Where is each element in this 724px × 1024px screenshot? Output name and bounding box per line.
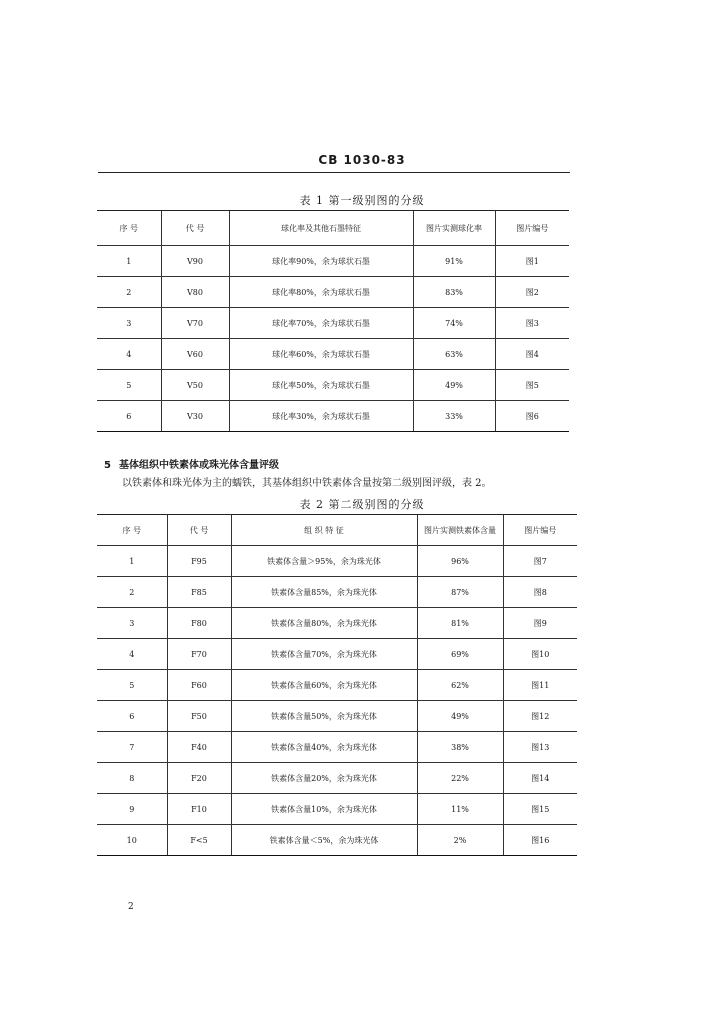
table1-header-row — [97, 211, 569, 246]
table-cell: 9 — [97, 794, 167, 825]
table-cell: V90 — [161, 246, 229, 277]
table-row — [97, 308, 569, 339]
table-row — [97, 246, 569, 277]
table-cell: 图13 — [503, 732, 577, 763]
table1-col-header: 图片实测球化率 — [413, 211, 495, 246]
table-cell: 球化率50%，余为球状石墨 — [229, 370, 413, 401]
table1-col-header: 球化率及其他石墨特征 — [229, 211, 413, 246]
table-cell: 铁素体含量60%，余为珠光体 — [231, 670, 417, 701]
table-row — [97, 701, 577, 732]
table-cell: V80 — [161, 277, 229, 308]
table-cell: F50 — [167, 701, 231, 732]
table-cell: F95 — [167, 546, 231, 577]
table-cell: 22% — [417, 763, 503, 794]
table-cell: 球化率30%，余为球状石墨 — [229, 401, 413, 432]
table2 — [97, 514, 577, 856]
table-cell: 铁素体含量20%，余为珠光体 — [231, 763, 417, 794]
table-cell: F85 — [167, 577, 231, 608]
table-cell: F40 — [167, 732, 231, 763]
table-cell: 铁素体含量85%，余为珠光体 — [231, 577, 417, 608]
table-cell: 10 — [97, 825, 167, 856]
table-cell: 铁素体含量＜5%，余为珠光体 — [231, 825, 417, 856]
table-cell: 49% — [413, 370, 495, 401]
table-cell: 33% — [413, 401, 495, 432]
table-cell: 38% — [417, 732, 503, 763]
table-cell: 图5 — [495, 370, 569, 401]
table-row — [97, 339, 569, 370]
table-cell: 球化率60%，余为球状石墨 — [229, 339, 413, 370]
section-heading — [104, 456, 279, 471]
section-title: 基体组织中铁素体或珠光体含量评级 — [118, 460, 279, 471]
table-cell: 图3 — [495, 308, 569, 339]
table-cell: 铁素体含量70%，余为珠光体 — [231, 639, 417, 670]
table-cell: 3 — [97, 308, 161, 339]
table-row — [97, 763, 577, 794]
table-cell: F60 — [167, 670, 231, 701]
table-cell: 62% — [417, 670, 503, 701]
table-cell: 6 — [97, 401, 161, 432]
table-cell: 图1 — [495, 246, 569, 277]
table-cell: 图4 — [495, 339, 569, 370]
table-cell: F10 — [167, 794, 231, 825]
table-row — [97, 577, 577, 608]
table-cell: V60 — [161, 339, 229, 370]
table-cell: 83% — [413, 277, 495, 308]
table-cell: 91% — [413, 246, 495, 277]
table-cell: V50 — [161, 370, 229, 401]
table-row — [97, 670, 577, 701]
table-row — [97, 639, 577, 670]
table2-col-header: 序 号 — [97, 515, 167, 546]
page-number: 2 — [128, 902, 134, 912]
table-cell: 49% — [417, 701, 503, 732]
table-cell: 图8 — [503, 577, 577, 608]
table-cell: V70 — [161, 308, 229, 339]
table-cell: 87% — [417, 577, 503, 608]
table-cell: 图2 — [495, 277, 569, 308]
table-cell: 球化率80%，余为球状石墨 — [229, 277, 413, 308]
table-cell: 3 — [97, 608, 167, 639]
table-cell: 铁素体含量40%，余为珠光体 — [231, 732, 417, 763]
table-cell: V30 — [161, 401, 229, 432]
table-cell: 2 — [97, 277, 161, 308]
header-rule — [98, 172, 570, 173]
table-cell: 1 — [97, 246, 161, 277]
table-row — [97, 401, 569, 432]
table-cell: 铁素体含量50%，余为珠光体 — [231, 701, 417, 732]
table1-col-header: 代 号 — [161, 211, 229, 246]
table-cell: 图14 — [503, 763, 577, 794]
table-row — [97, 794, 577, 825]
table-cell: 图9 — [503, 608, 577, 639]
table-cell: 74% — [413, 308, 495, 339]
table1-col-header: 序 号 — [97, 211, 161, 246]
table-cell: 96% — [417, 546, 503, 577]
table-cell: 1 — [97, 546, 167, 577]
table-cell: 铁素体含量80%，余为珠光体 — [231, 608, 417, 639]
table-row — [97, 546, 577, 577]
table-cell: 11% — [417, 794, 503, 825]
table-cell: F70 — [167, 639, 231, 670]
table-cell: 6 — [97, 701, 167, 732]
section-paragraph: 以铁素体和珠光体为主的蠕铁，其基体组织中铁素体含量按第二级别图评级，表 2。 — [122, 478, 492, 489]
table-cell: F20 — [167, 763, 231, 794]
table2-header-row — [97, 515, 577, 546]
table-row — [97, 608, 577, 639]
table-cell: 图6 — [495, 401, 569, 432]
section-number: 5 — [104, 460, 111, 471]
table-cell: 图10 — [503, 639, 577, 670]
table-cell: 球化率90%，余为球状石墨 — [229, 246, 413, 277]
table-cell: 7 — [97, 732, 167, 763]
table-cell: F80 — [167, 608, 231, 639]
table-cell: 69% — [417, 639, 503, 670]
table-cell: 8 — [97, 763, 167, 794]
table-cell: 4 — [97, 339, 161, 370]
table2-col-header: 图片实测铁素体含量 — [417, 515, 503, 546]
table-cell: 铁素体含量＞95%，余为珠光体 — [231, 546, 417, 577]
table1-caption: 表 1 第一级别图的分级 — [299, 194, 425, 207]
table1-col-header: 图片编号 — [495, 211, 569, 246]
table-cell: 图12 — [503, 701, 577, 732]
table-row — [97, 732, 577, 763]
table-cell: 球化率70%，余为球状石墨 — [229, 308, 413, 339]
table-cell: 图16 — [503, 825, 577, 856]
table-cell: 图7 — [503, 546, 577, 577]
table-cell: 4 — [97, 639, 167, 670]
table-cell: 5 — [97, 370, 161, 401]
table-cell: 63% — [413, 339, 495, 370]
table2-col-header: 代 号 — [167, 515, 231, 546]
table-cell: 图15 — [503, 794, 577, 825]
table-row — [97, 825, 577, 856]
table-cell: 2% — [417, 825, 503, 856]
table-cell: 铁素体含量10%，余为珠光体 — [231, 794, 417, 825]
standard-code-header: CB 1030-83 — [318, 153, 406, 167]
table-row — [97, 370, 569, 401]
table2-col-header: 图片编号 — [503, 515, 577, 546]
table-cell: 81% — [417, 608, 503, 639]
table-row — [97, 277, 569, 308]
table2-col-header: 组 织 特 征 — [231, 515, 417, 546]
table-cell: 图11 — [503, 670, 577, 701]
table-cell: 2 — [97, 577, 167, 608]
table-cell: 5 — [97, 670, 167, 701]
table1 — [97, 210, 569, 432]
table2-caption: 表 2 第二级别图的分级 — [299, 498, 425, 511]
table-cell: F<5 — [167, 825, 231, 856]
